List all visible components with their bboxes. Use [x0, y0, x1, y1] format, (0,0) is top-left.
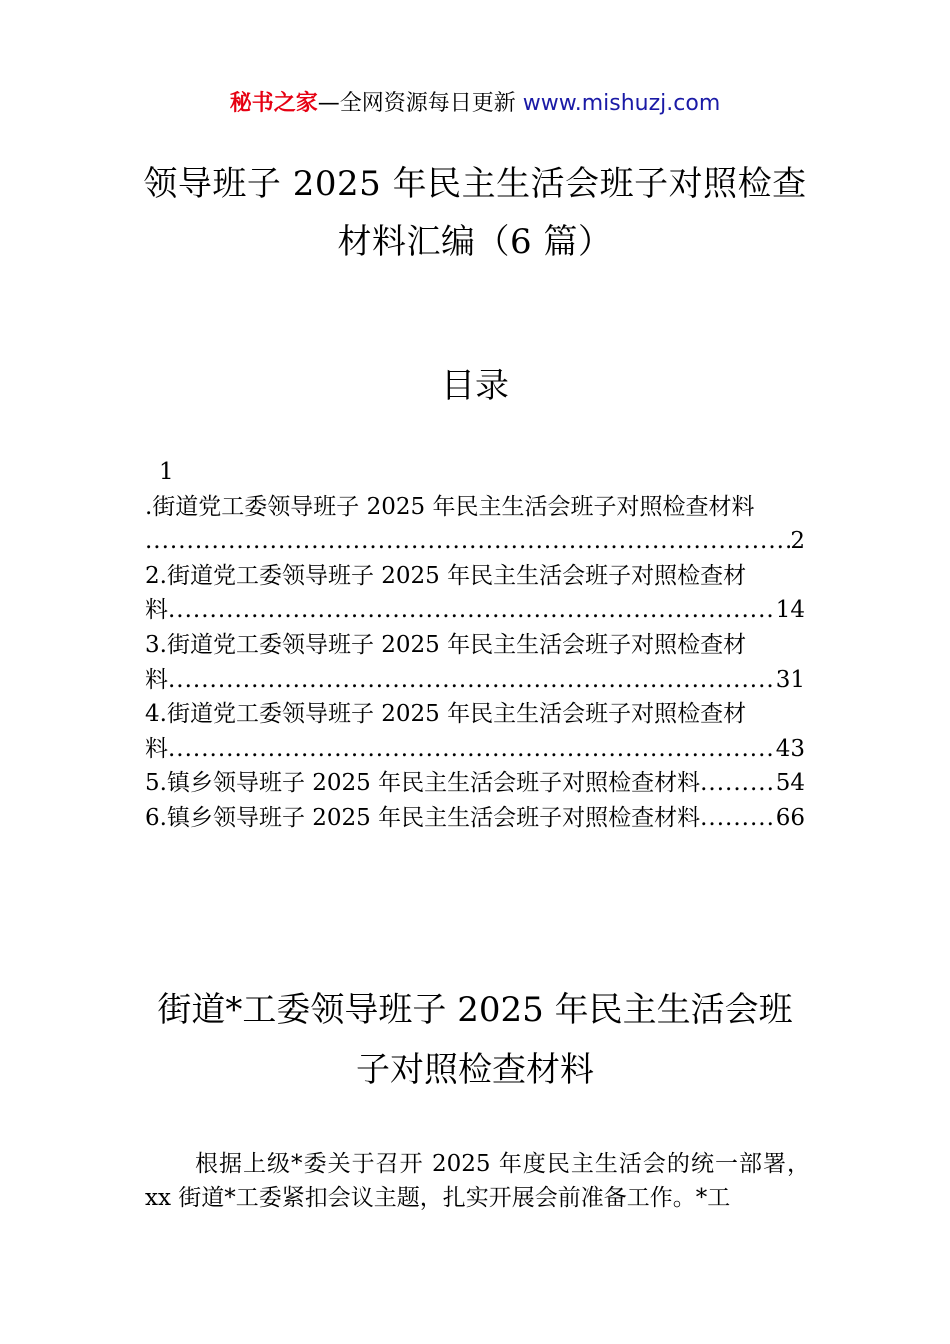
toc-entry-1-leader — [145, 524, 790, 559]
section-title — [120, 980, 830, 1100]
toc-entry-6-text: 6.镇乡领导班子 2025 年民主生活会班子对照检查材料 — [145, 804, 701, 831]
toc-entry-3-leader — [168, 663, 776, 698]
document-title — [100, 155, 850, 271]
toc-heading: 目录 — [441, 366, 509, 406]
toc-entry-1-number[interactable] — [145, 455, 805, 490]
toc-entry-3-page-line[interactable] — [145, 663, 805, 698]
toc-entry-3-title[interactable] — [145, 628, 805, 663]
toc-entry-1-page: 2 — [790, 528, 805, 555]
brand-name: 秘书之家 — [229, 91, 318, 116]
page-header — [0, 88, 950, 120]
toc-entry-1-title[interactable] — [145, 490, 805, 525]
toc-entry-4-page-line[interactable] — [145, 732, 805, 767]
document-title-line-1: 领导班子 2025 年民主生活会班子对照检查 — [143, 164, 807, 204]
section-title-line-2: 子对照检查材料 — [356, 1050, 594, 1090]
toc-entry-5-leader — [700, 766, 776, 801]
toc-entry-4-page: 43 — [775, 735, 805, 762]
toc-entry-5-page: 54 — [775, 770, 805, 797]
toc-entry-6-page: 66 — [775, 804, 805, 831]
toc-entry-1-number-text: 1 — [159, 459, 174, 485]
document-title-line-2: 材料汇编（6 篇） — [337, 222, 613, 262]
toc-entry-2-title[interactable] — [145, 559, 805, 594]
toc-entry-3-text-cont: 料 — [145, 666, 168, 693]
section-title-line-1: 街道*工委领导班子 2025 年民主生活会班 — [157, 990, 793, 1030]
toc-entry-5[interactable] — [145, 766, 805, 801]
toc-entry-4-title[interactable] — [145, 697, 805, 732]
body-paragraph: 根据上级*委关于召开 2025 年度民主生活会的统一部署，xx 街道*工委紧扣会议主题，扎实开展会前准备工作。*工 — [145, 1151, 810, 1211]
website-link[interactable]: www.mishuzj.com — [522, 91, 721, 116]
table-of-contents — [145, 455, 805, 836]
toc-entry-3-text: 3.街道党工委领导班子 2025 年民主生活会班子对照检查材 — [145, 631, 747, 658]
toc-entry-6-leader — [700, 801, 776, 836]
toc-entry-6[interactable] — [145, 801, 805, 836]
header-slogan: 全网资源每日更新 — [339, 91, 516, 116]
toc-entry-1-page-line[interactable] — [145, 524, 805, 559]
toc-entry-4-text: 4.街道党工委领导班子 2025 年民主生活会班子对照检查材 — [145, 701, 747, 728]
toc-entry-5-text: 5.镇乡领导班子 2025 年民主生活会班子对照检查材料 — [145, 770, 701, 797]
toc-entry-2-leader — [168, 593, 776, 628]
header-dash: — — [317, 91, 340, 116]
toc-entry-4-leader — [168, 732, 776, 767]
toc-entry-2-page-line[interactable] — [145, 593, 805, 628]
toc-entry-2-page: 14 — [775, 597, 805, 624]
toc-entry-2-text-cont: 料 — [145, 597, 168, 624]
toc-entry-1-text: .街道党工委领导班子 2025 年民主生活会班子对照检查材料 — [145, 493, 755, 520]
toc-entry-2-text: 2.街道党工委领导班子 2025 年民主生活会班子对照检查材 — [145, 562, 747, 589]
toc-entry-4-text-cont: 料 — [145, 735, 168, 762]
toc-entry-3-page: 31 — [775, 666, 805, 693]
